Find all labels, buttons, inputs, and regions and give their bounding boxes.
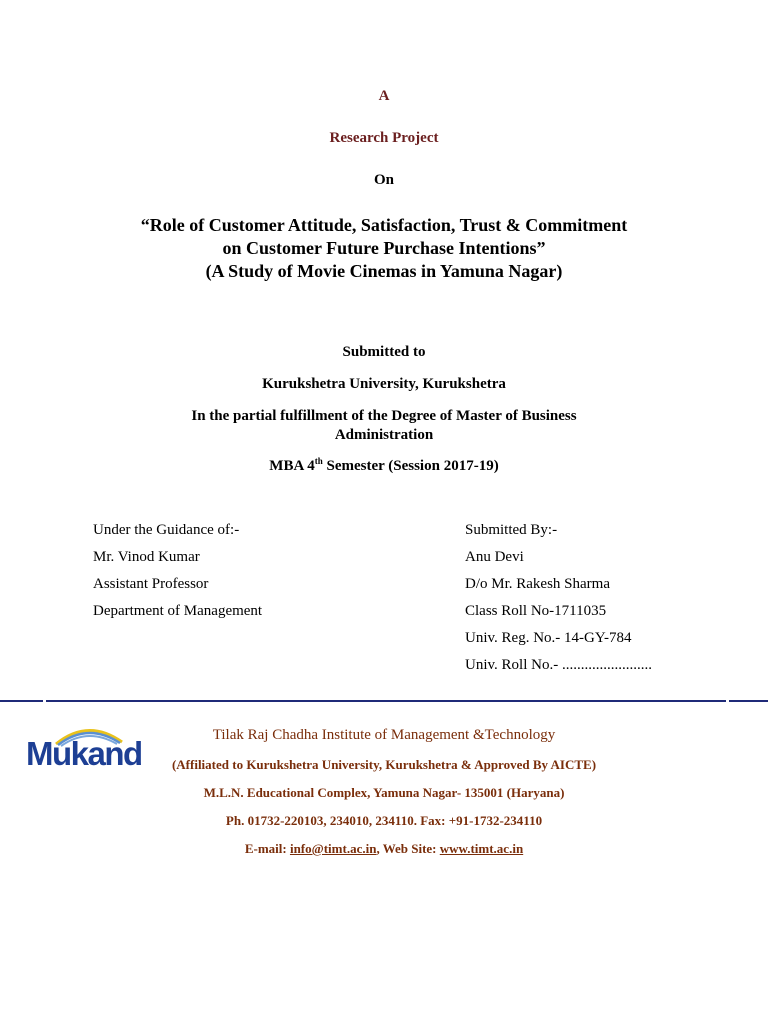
semester-sup: th (314, 456, 323, 466)
fulfillment-line2: Administration (334, 427, 434, 443)
institute-phone: Ph. 01732-220103, 234010, 234110. Fax: +91-1732-234110 (225, 813, 543, 828)
logo-text: Mukand (26, 735, 142, 772)
guide-designation: Assistant Professor (93, 576, 209, 592)
email-label: E-mail: (244, 841, 290, 856)
submitted-to: Submitted to (342, 344, 426, 360)
class-roll-no: Class Roll No-1711035 (465, 603, 607, 619)
project-title-line2: on Customer Future Purchase Intentions” (222, 238, 546, 258)
project-title-line1: “Role of Customer Attitude, Satisfaction, Trust & Commitment (140, 215, 628, 235)
project-type: Research Project (329, 130, 439, 146)
submitted-by-heading: Submitted By:- (465, 522, 558, 538)
semester-prefix: MBA 4 (269, 458, 315, 474)
institute-name-text: Tilak Raj Chadha Institute of Management &Technology (212, 727, 556, 743)
website-label: , Web Site: (376, 841, 440, 856)
guide-name: Mr. Vinod Kumar (93, 549, 200, 565)
footer-divider (0, 700, 768, 702)
project-title-line3: (A Study of Movie Cinemas in Yamuna Nagar) (205, 261, 563, 281)
student-parent: D/o Mr. Rakesh Sharma (465, 576, 610, 592)
guidance-heading: Under the Guidance of:- (93, 522, 240, 538)
institute-address: M.L.N. Educational Complex, Yamuna Nagar- 135001 (Haryana) (203, 785, 565, 800)
website-link[interactable]: www.timt.ac.in (439, 841, 524, 856)
letter-a: A (378, 88, 390, 104)
institute-name (0, 727, 768, 744)
divider-gap (43, 699, 46, 703)
institute-contact (0, 841, 768, 857)
semester-line (0, 458, 768, 475)
univ-reg-no: Univ. Reg. No.- 14-GY-784 (465, 630, 632, 646)
student-name: Anu Devi (465, 549, 524, 565)
email-link[interactable]: info@timt.ac.in (289, 841, 377, 856)
fulfillment-line1: In the partial fulfillment of the Degree of Master of Business (191, 408, 577, 424)
divider-gap (726, 699, 729, 703)
on-label: On (373, 172, 394, 188)
semester-suffix: Semester (Session 2017-19) (322, 458, 499, 474)
univ-roll-no: Univ. Roll No.- ........................ (465, 657, 652, 673)
university-name: Kurukshetra University, Kurukshetra (262, 376, 506, 392)
institute-affiliation: (Affiliated to Kurukshetra University, Kurukshetra & Approved By AICTE) (171, 757, 597, 772)
guide-department: Department of Management (93, 603, 263, 619)
